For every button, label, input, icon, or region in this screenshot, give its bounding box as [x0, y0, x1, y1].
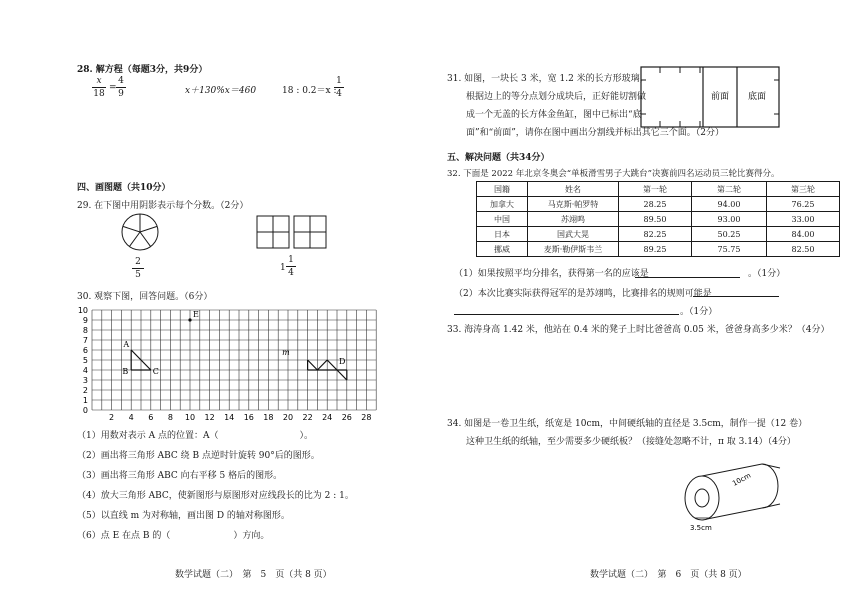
section-5-title: 五、解决问题（共34分）	[447, 153, 550, 163]
table-header-cell: 第一轮	[619, 182, 692, 197]
label-b: B	[122, 367, 129, 376]
q31-line-2: 根据边上的等分点划分成块后，正好能切割做	[466, 92, 647, 102]
table-cell: 84.00	[767, 227, 840, 242]
q29-fraction-1: 2 5	[132, 257, 144, 280]
y-tick-label: 10	[77, 306, 88, 315]
point-e	[188, 318, 191, 321]
x-tick-label: 12	[204, 413, 215, 422]
q30-item-1: （1）用数对表示 A 点的位置：A（ ）。	[77, 431, 313, 441]
table-cell: 日本	[477, 227, 528, 242]
q32-sub1-answer-blank[interactable]	[635, 277, 740, 278]
q34-line-1: 34. 如图是一卷卫生纸，纸宽是 10cm，中间硬纸轴的直径是 3.5cm，制作一提（12 卷）	[447, 419, 808, 429]
y-tick-label: 5	[82, 356, 88, 365]
diameter-label: 3.5cm	[690, 524, 712, 532]
x-tick-label: 28	[361, 413, 372, 422]
table-cell: 中国	[477, 212, 528, 227]
x-tick-label: 18	[263, 413, 274, 422]
y-tick-label: 2	[82, 386, 88, 395]
q32-sub2-answer-blank-1[interactable]	[693, 296, 779, 297]
q32-heading: 32. 下面是 2022 年北京冬奥会“单板滑雪男子大跳台”决赛前四名运动员三轮比赛得分。	[447, 169, 780, 179]
x-tick-label: 24	[322, 413, 333, 422]
q30-heading: 30. 观察下图，回答问题。（6分）	[77, 292, 213, 302]
table-cell: 马克斯·帕罗特	[528, 197, 619, 212]
table-cell: 挪威	[477, 242, 528, 257]
width-label: 10cm	[731, 471, 753, 488]
table-cell: 加拿大	[477, 197, 528, 212]
q30-item-3: （3）画出将三角形 ABC 向右平移 5 格后的图形。	[77, 471, 283, 481]
q34-line-2: 这种卫生纸的纸轴，至少需要多少硬纸板？（接缝处忽略不计，π 取 3.14）（4分）	[466, 437, 796, 447]
q32-sub2: （2）本次比赛实际获得冠军的是苏翊鸣，比赛排名的规则可能是	[454, 289, 712, 299]
q28-eq1-rhs: 4 9	[116, 76, 126, 99]
q29-circle-figure[interactable]	[120, 212, 160, 252]
q29-fraction-2-whole: 1	[280, 263, 286, 273]
x-tick-label: 6	[148, 413, 154, 422]
q29-fraction-2: 1 4	[286, 255, 296, 278]
q28-eq3: 18 : 0.2＝x :	[282, 86, 337, 96]
y-tick-label: 7	[82, 336, 88, 345]
q32-sub1: （1）如果按照平均分排名，获得第一名的应该是	[454, 269, 649, 279]
label-e: E	[192, 310, 199, 319]
table-header-cell: 第二轮	[692, 182, 767, 197]
q31-line-4: 面”和“前面”，请你在图中画出分割线并标出其它三个面。（2分）	[466, 128, 725, 138]
table-cell: 苏翊鸣	[528, 212, 619, 227]
q30-coordinate-grid[interactable]	[74, 300, 394, 424]
table-cell: 82.25	[619, 227, 692, 242]
label-c: C	[152, 367, 159, 376]
q28-eq1-fraction: x 18	[93, 76, 105, 99]
x-tick-label: 10	[184, 413, 196, 422]
table-cell: 33.00	[767, 212, 840, 227]
x-tick-label: 22	[302, 413, 313, 422]
table-cell: 89.25	[619, 242, 692, 257]
x-tick-label: 2	[109, 413, 115, 422]
table-cell: 50.25	[692, 227, 767, 242]
table-cell: 93.00	[692, 212, 767, 227]
q32-sub2-end: 。（1分）	[680, 307, 718, 317]
x-tick-label: 20	[282, 413, 294, 422]
y-tick-label: 4	[82, 366, 88, 375]
left-footer: 数学试题（二） 第 5 页（共 8 页）	[175, 570, 332, 580]
x-tick-label: 26	[341, 413, 352, 422]
q28-eq3-fraction: 1 4	[334, 76, 344, 99]
table-cell: 89.50	[619, 212, 692, 227]
table-row	[477, 197, 840, 212]
q30-item-5: （5）以直线 m 为对称轴，画出图 D 的轴对称图形。	[77, 511, 290, 521]
y-tick-label: 1	[82, 396, 88, 405]
q30-item-2: （2）画出将三角形 ABC 绕 B 点逆时针旋转 90°后的图形。	[77, 451, 320, 461]
front-face-label: 前面	[710, 92, 730, 102]
q32-score-table	[476, 181, 840, 257]
figure-d-side	[308, 360, 318, 370]
q28-heading: 28. 解方程（每题3分，共9分）	[77, 65, 208, 75]
label-a: A	[123, 340, 130, 349]
q32-sub1-end: 。（1分）	[748, 269, 786, 279]
bottom-face-label: 底面	[747, 92, 767, 102]
x-tick-label: 14	[224, 413, 235, 422]
right-footer: 数学试题（二） 第 6 页（共 8 页）	[590, 570, 747, 580]
y-tick-label: 8	[82, 326, 88, 335]
table-row	[477, 227, 840, 242]
table-cell: 82.50	[767, 242, 840, 257]
q32-sub2-answer-blank-2[interactable]	[454, 314, 679, 315]
x-tick-label: 4	[128, 413, 134, 422]
table-cell: 76.25	[767, 197, 840, 212]
table-cell: 国武大晃	[528, 227, 619, 242]
x-tick-label: 8	[167, 413, 173, 422]
y-tick-label: 6	[82, 346, 88, 355]
q34-paper-roll-figure[interactable]	[676, 462, 786, 534]
q31-line-1: 31. 如图，一块长 3 米，宽 1.2 米的长方形玻璃，	[447, 74, 649, 84]
table-cell: 28.25	[619, 197, 692, 212]
table-row	[477, 212, 840, 227]
q30-item-6: （6）点 E 在点 B 的（ ）方向。	[77, 531, 270, 541]
table-header-cell: 国籍	[477, 182, 528, 197]
label-m: m	[282, 348, 290, 357]
figure-d-side	[317, 360, 327, 370]
q31-line-3: 成一个无盖的长方体金鱼缸，图中已标出“底	[466, 110, 642, 120]
label-d: D	[338, 357, 346, 366]
q30-item-4: （4）放大三角形 ABC，使新图形与原图形对应线段长的比为 2 : 1。	[77, 491, 354, 501]
table-header-row	[477, 182, 840, 197]
q31-glass-figure[interactable]	[640, 66, 780, 128]
table-cell: 75.75	[692, 242, 767, 257]
q29-squares-figure[interactable]	[256, 215, 328, 249]
table-cell: 94.00	[692, 197, 767, 212]
q33-text: 33. 海涛身高 1.42 米，他站在 0.4 米的凳子上时比爸爸高 0.05 米，爸爸身高多少米？（4分）	[447, 325, 830, 335]
x-tick-label: 16	[243, 413, 254, 422]
table-header-cell: 姓名	[528, 182, 619, 197]
table-header-cell: 第三轮	[767, 182, 840, 197]
table-row	[477, 242, 840, 257]
section-4-title: 四、画图题（共10分）	[77, 183, 171, 193]
q28-eq2: x＋130%x＝460	[185, 86, 257, 96]
y-tick-label: 3	[82, 376, 88, 385]
y-tick-label: 9	[82, 316, 88, 325]
q29-heading: 29. 在下图中用阴影表示每个分数。（2分）	[77, 201, 249, 211]
y-tick-label: 0	[82, 406, 88, 415]
table-cell: 麦斯·勒伊斯韦兰	[528, 242, 619, 257]
